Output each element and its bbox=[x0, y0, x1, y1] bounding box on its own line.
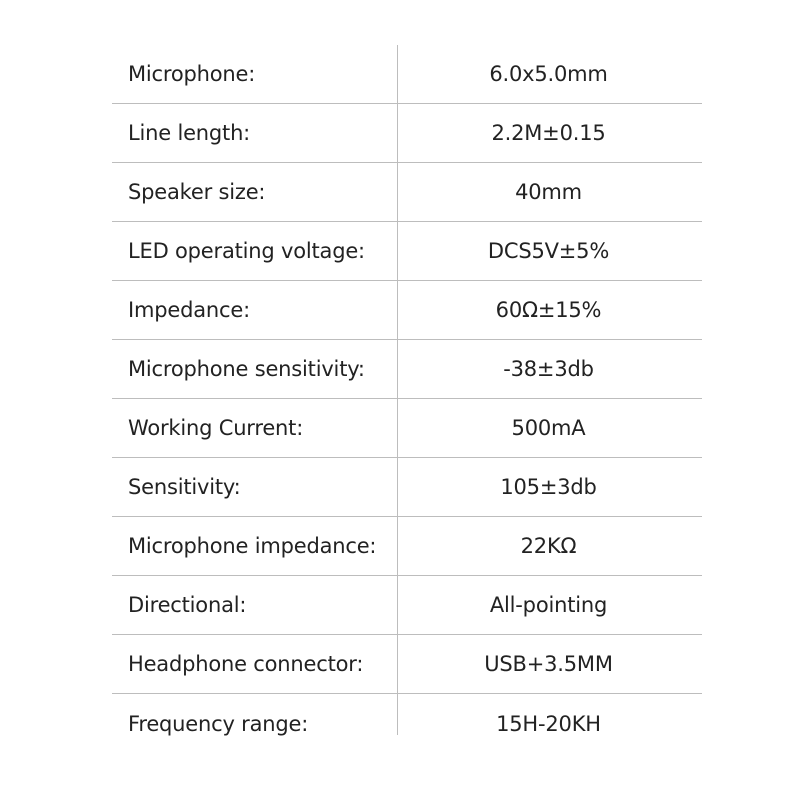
spec-label: Microphone sensitivity: bbox=[128, 357, 365, 381]
spec-row-microphone-impedance bbox=[112, 517, 702, 576]
spec-row-microphone-sensitivity bbox=[112, 340, 702, 399]
spec-value: 2.2M±0.15 bbox=[491, 121, 606, 145]
spec-label: Headphone connector: bbox=[128, 652, 364, 676]
spec-value: 6.0x5.0mm bbox=[489, 62, 608, 86]
spec-label: LED operating voltage: bbox=[128, 239, 365, 263]
spec-value: 60Ω±15% bbox=[495, 298, 602, 322]
spec-row-led-voltage bbox=[112, 222, 702, 281]
spec-value: 105±3db bbox=[500, 475, 597, 499]
spec-label: Line length: bbox=[128, 121, 251, 145]
spec-value: All-pointing bbox=[489, 593, 608, 617]
spec-row-directional bbox=[112, 576, 702, 635]
spec-table bbox=[112, 45, 702, 735]
spec-row-microphone bbox=[112, 45, 702, 104]
spec-label: Directional: bbox=[128, 593, 247, 617]
spec-row-impedance bbox=[112, 281, 702, 340]
spec-value: USB+3.5MM bbox=[484, 652, 613, 676]
spec-row-line-length bbox=[112, 104, 702, 163]
spec-label: Sensitivity: bbox=[128, 475, 241, 499]
spec-value: 500mA bbox=[511, 416, 586, 440]
spec-row-headphone-connector bbox=[112, 635, 702, 694]
spec-row-working-current bbox=[112, 399, 702, 458]
spec-row-frequency-range bbox=[112, 694, 702, 753]
spec-value: 15H-20KH bbox=[496, 711, 601, 736]
spec-value: 22KΩ bbox=[520, 534, 577, 558]
spec-label: Microphone: bbox=[128, 62, 256, 86]
spec-row-sensitivity bbox=[112, 458, 702, 517]
spec-label: Impedance: bbox=[128, 298, 250, 322]
spec-label: Frequency range: bbox=[128, 711, 309, 736]
spec-value: 40mm bbox=[515, 180, 582, 204]
spec-value: DCS5V±5% bbox=[487, 239, 610, 263]
spec-value: -38±3db bbox=[503, 357, 594, 381]
spec-label: Microphone impedance: bbox=[128, 534, 377, 558]
spec-label: Speaker size: bbox=[128, 180, 266, 204]
spec-row-speaker-size bbox=[112, 163, 702, 222]
spec-label: Working Current: bbox=[128, 416, 304, 440]
